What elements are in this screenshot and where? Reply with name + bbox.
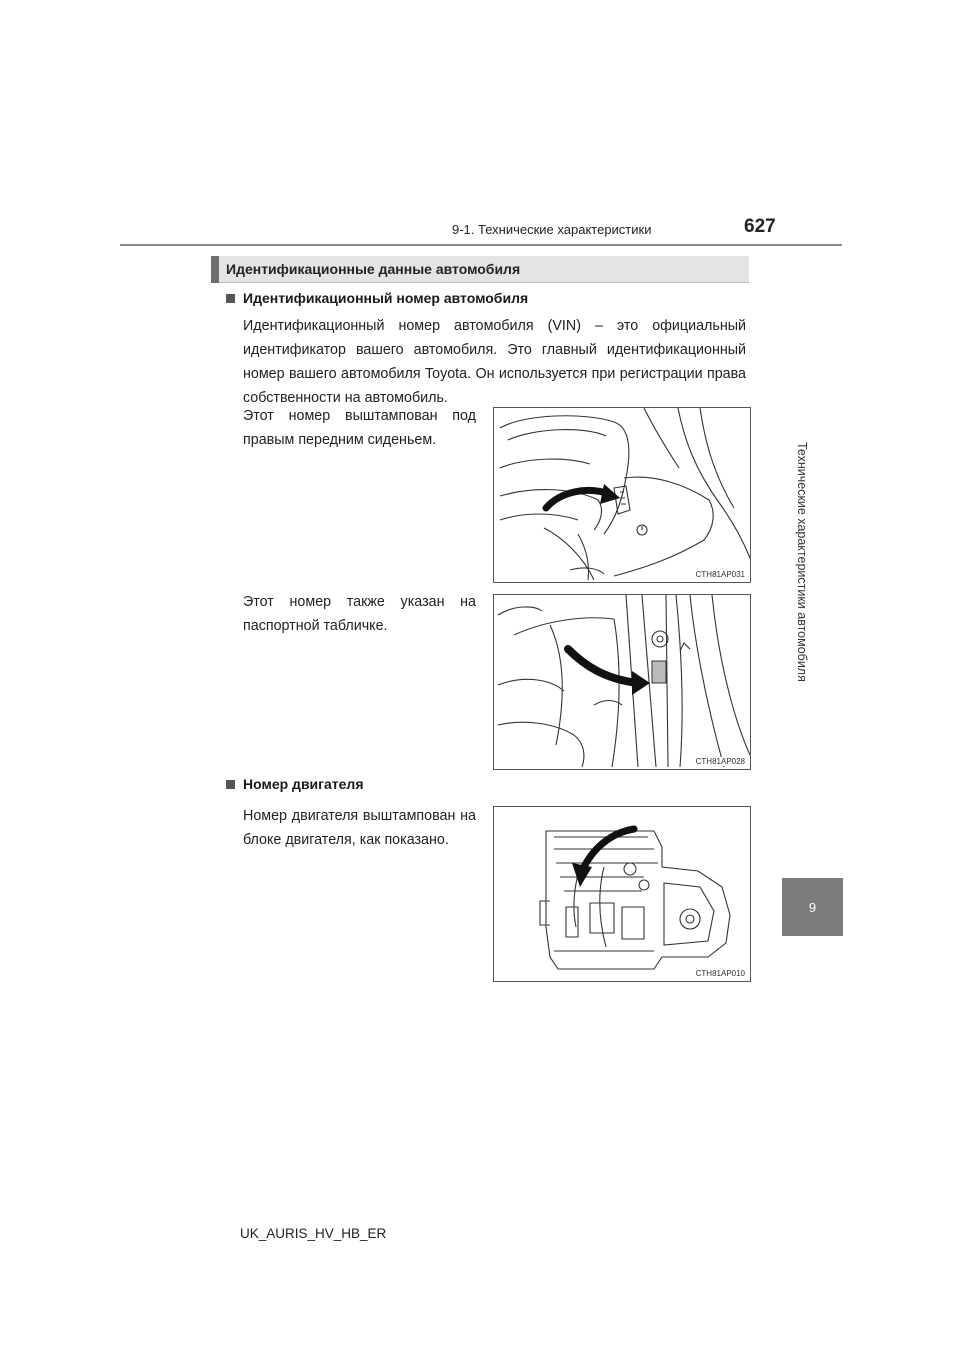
header-rule: [120, 244, 842, 246]
engine-subheading-text: Номер двигателя: [243, 776, 364, 792]
section-heading: Идентификационные данные автомобиля: [226, 261, 521, 277]
chapter-side-label: Технические характеристики автомобиля: [795, 442, 809, 682]
engine-subheading: [226, 776, 363, 792]
figure-code: CTH81AP010: [695, 969, 745, 978]
vin-label-paragraph: Этот номер также указан на паспортной табличке.: [243, 594, 476, 634]
document-code-footer: UK_AURIS_HV_HB_ER: [240, 1226, 387, 1241]
engine-paragraph: Номер двигателя выштампован на блоке двигателя, как показано.: [243, 808, 476, 848]
chapter-number-tab: 9: [782, 878, 843, 936]
vin-stamped-paragraph: Этот номер выштампован под правым передним сиденьем.: [243, 408, 476, 448]
section-heading-bar: [211, 256, 749, 283]
vin-under-seat-illustration: [493, 407, 751, 583]
section-heading-accent: [211, 256, 219, 283]
figure-code: CTH81AP028: [695, 757, 745, 766]
square-bullet-icon: [226, 780, 235, 789]
square-bullet-icon: [226, 294, 235, 303]
figure-code: CTH81AP031: [695, 570, 745, 579]
vin-subheading-text: Идентификационный номер автомобиля: [243, 290, 529, 306]
vin-label-illustration: [493, 594, 751, 770]
vin-subheading: [226, 290, 528, 306]
running-header-title: 9-1. Технические характеристики: [452, 222, 652, 237]
vin-intro-paragraph: Идентификационный номер автомобиля (VIN) – это официальный идентификатор вашего автомобиля. Это главный идентификационный номер вашего автомобиля Toyota. Он используется при регистрации права собственности на автомобиль.: [243, 318, 746, 406]
engine-number-illustration: [493, 806, 751, 982]
page-number: 627: [744, 216, 776, 237]
